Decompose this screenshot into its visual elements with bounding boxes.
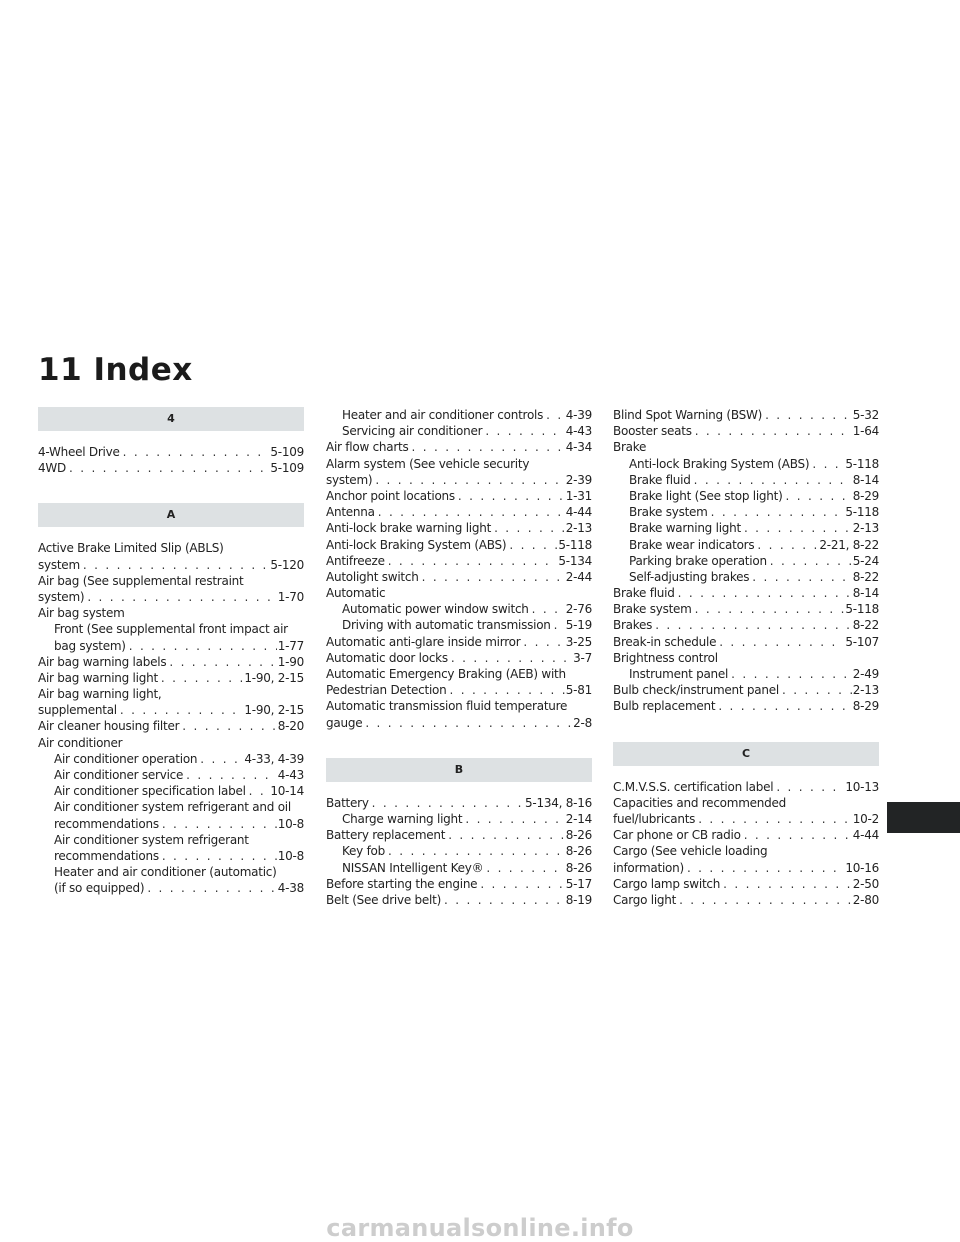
- index-entry: [613, 601, 879, 617]
- dot-leader: [678, 585, 852, 601]
- entry-text: Brake system: [613, 602, 692, 617]
- dot-leader: [123, 444, 270, 460]
- entry-text: Air conditioner service: [54, 768, 184, 782]
- page-reference: 1-90, 2-15: [244, 703, 304, 718]
- index-entry-text: [326, 698, 592, 714]
- page-reference: 2-13: [852, 521, 879, 536]
- entry-text: Front (See supplemental front impact air: [54, 622, 288, 637]
- page-reference: 4-34: [565, 440, 592, 455]
- index-entry: [326, 650, 592, 666]
- page-reference: 2-49: [852, 667, 879, 681]
- dot-leader: [687, 860, 844, 876]
- page-reference: 5-81: [565, 683, 592, 698]
- dot-leader: [249, 783, 270, 799]
- entry-text: Air conditioner: [38, 735, 123, 750]
- dot-leader: [161, 670, 243, 686]
- entry-text: 4WD: [38, 461, 66, 476]
- dot-leader: [812, 456, 844, 472]
- dot-leader: [523, 634, 564, 650]
- page-reference: 4-44: [852, 828, 879, 843]
- chapter-thumb-tab: [887, 802, 960, 833]
- index-entry: [326, 520, 592, 536]
- index-subentry: [613, 666, 879, 682]
- page-reference: 1-90, 2-15: [244, 670, 304, 685]
- entry-text: Air bag warning labels: [38, 654, 167, 669]
- page-reference: 8-26: [565, 860, 592, 875]
- dot-leader: [422, 569, 565, 585]
- index-entry: [38, 718, 304, 734]
- page-reference: 8-14: [852, 472, 879, 487]
- entry-text: Automatic: [326, 586, 386, 601]
- page-reference: 8-26: [565, 828, 592, 843]
- index-entry-text: [38, 799, 304, 815]
- entry-text: Battery: [326, 795, 369, 810]
- dot-leader: [129, 638, 277, 654]
- dot-leader: [776, 779, 844, 795]
- dot-leader: [162, 848, 277, 864]
- index-entry-text: [613, 795, 879, 811]
- page-reference: 2-13: [565, 521, 592, 536]
- dot-leader: [83, 557, 269, 573]
- entry-text: Antenna: [326, 505, 375, 520]
- index-column-2: [326, 407, 592, 908]
- dot-leader: [695, 601, 845, 617]
- entry-text: Air bag (See supplemental restraint: [38, 573, 244, 588]
- entry-text: bag system): [54, 638, 126, 653]
- page-reference: 2-50: [852, 876, 879, 891]
- dot-leader: [365, 715, 572, 731]
- dot-leader: [449, 682, 564, 698]
- section-header-b: B: [326, 758, 592, 782]
- entry-text: Air conditioner system refrigerant: [54, 832, 249, 847]
- index-entry-text: [613, 843, 879, 859]
- entry-text: Air conditioner system refrigerant and oil: [54, 800, 291, 815]
- page-reference: 4-38: [277, 881, 304, 896]
- dot-leader: [162, 816, 277, 832]
- entry-text: Anti-lock Braking System (ABS): [326, 537, 507, 552]
- entry-text: Charge warning light: [342, 811, 463, 826]
- page-reference: 5-118: [558, 537, 592, 552]
- page-reference: 5-109: [270, 461, 304, 476]
- index-entry: [326, 827, 592, 843]
- page-reference: 4-43: [277, 768, 304, 782]
- page-reference: 2-14: [565, 811, 592, 826]
- page-reference: 2-44: [565, 569, 592, 584]
- page-reference: 8-22: [852, 569, 879, 584]
- page-reference: 8-22: [852, 618, 879, 633]
- dot-leader: [486, 860, 564, 876]
- dot-leader: [786, 488, 852, 504]
- dot-leader: [169, 654, 276, 670]
- index-entry: [326, 488, 592, 504]
- dot-leader: [679, 892, 852, 908]
- page-reference: 10-16: [845, 860, 879, 875]
- index-entry: [38, 444, 304, 460]
- entry-text: Heater and air conditioner (automatic): [54, 865, 277, 880]
- index-subentry: [326, 423, 592, 439]
- dot-leader: [494, 520, 565, 536]
- entry-text: Air cleaner housing filter: [38, 719, 180, 734]
- entry-text: Capacities and recommended: [613, 795, 786, 810]
- entry-text: Automatic power window switch: [342, 602, 529, 617]
- index-entry-text: [326, 666, 592, 682]
- dot-leader: [182, 718, 276, 734]
- page-reference: 5-17: [565, 876, 592, 891]
- page-reference: 5-24: [852, 553, 879, 568]
- index-entry: [326, 795, 592, 811]
- page-reference: 5-107: [845, 634, 879, 649]
- entry-text: recommendations: [54, 848, 159, 863]
- dot-leader: [147, 880, 276, 896]
- page-reference: 5-134, 8-16: [525, 795, 592, 810]
- entry-text: Anti-lock Braking System (ABS): [629, 456, 810, 471]
- dot-leader: [69, 460, 269, 476]
- index-entry: [613, 779, 879, 795]
- entry-text: Instrument panel: [629, 667, 729, 681]
- index-subentry: [38, 880, 304, 896]
- index-entry: [613, 585, 879, 601]
- dot-leader: [554, 617, 565, 633]
- index-subentry: [38, 848, 304, 864]
- chapter-name: Index: [93, 352, 193, 388]
- entry-text: Antifreeze: [326, 553, 385, 568]
- index-entry: [326, 439, 592, 455]
- index-entry-text: [38, 735, 304, 751]
- index-entry: [38, 460, 304, 476]
- entry-text: Automatic anti-glare inside mirror: [326, 634, 521, 649]
- index-entry: [613, 617, 879, 633]
- entry-text: Air bag system: [38, 606, 125, 621]
- page-reference: 10-14: [270, 784, 304, 799]
- index-entry: [613, 698, 879, 714]
- entry-text: Self-adjusting brakes: [629, 569, 750, 584]
- entry-text: Booster seats: [613, 424, 692, 439]
- dot-leader: [186, 767, 277, 783]
- index-subentry: [613, 488, 879, 504]
- section-header-4: 4: [38, 407, 304, 431]
- dot-leader: [711, 504, 845, 520]
- dot-leader: [444, 892, 565, 908]
- page-reference: 1-31: [565, 488, 592, 503]
- watermark: carmanualsonline.info: [326, 1214, 634, 1242]
- entry-text: system): [326, 472, 373, 487]
- index-column-1: [38, 407, 304, 897]
- entry-text: Active Brake Limited Slip (ABLS): [38, 541, 224, 556]
- index-entry-text: [38, 605, 304, 621]
- index-entry: [326, 569, 592, 585]
- index-subentry: [38, 751, 304, 767]
- page-reference: 8-26: [565, 844, 592, 859]
- index-subentry: [326, 811, 592, 827]
- entry-text: Air bag warning light: [38, 670, 158, 685]
- entry-text: Servicing air conditioner: [342, 424, 483, 439]
- page-reference: 4-39: [565, 408, 592, 422]
- page-reference: 2-21, 8-22: [819, 537, 879, 552]
- index-entry: [326, 634, 592, 650]
- dot-leader: [388, 553, 558, 569]
- page-reference: 5-32: [852, 408, 879, 422]
- dot-leader: [782, 682, 852, 698]
- entry-text: Brake wear indicators: [629, 537, 755, 552]
- index-subentry: [613, 456, 879, 472]
- page-reference: 1-64: [852, 424, 879, 439]
- dot-leader: [120, 702, 244, 718]
- entry-text: Automatic transmission fluid temperature: [326, 699, 568, 714]
- index-entry: [326, 682, 592, 698]
- dot-leader: [509, 537, 557, 553]
- entry-text: Battery replacement: [326, 828, 446, 843]
- entry-text: Before starting the engine: [326, 876, 478, 891]
- dot-leader: [719, 634, 844, 650]
- entry-text: Key fob: [342, 844, 386, 859]
- index-subentry: [613, 520, 879, 536]
- page-reference: 2-39: [565, 472, 592, 487]
- index-entry-text: [38, 573, 304, 589]
- index-entry: [613, 827, 879, 843]
- entry-text: Air conditioner specification label: [54, 784, 246, 799]
- entry-text: (if so equipped): [54, 881, 145, 896]
- index-entry-text: [613, 439, 879, 455]
- dot-leader: [378, 504, 565, 520]
- page-reference: 1-90: [277, 654, 304, 669]
- dot-leader: [744, 520, 852, 536]
- index-subentry: [326, 407, 592, 423]
- index-entry: [326, 472, 592, 488]
- index-entry: [613, 811, 879, 827]
- index-subentry: [38, 783, 304, 799]
- entry-text: Bulb check/instrument panel: [613, 683, 779, 698]
- index-entry: [326, 504, 592, 520]
- index-subentry: [613, 569, 879, 585]
- page-reference: 5-134: [558, 553, 592, 568]
- dot-leader: [480, 876, 564, 892]
- page-reference: 2-13: [852, 683, 879, 698]
- entry-text: Blind Spot Warning (BSW): [613, 408, 763, 422]
- entry-text: NISSAN Intelligent Key®: [342, 860, 484, 875]
- dot-leader: [532, 601, 565, 617]
- index-subentry: [613, 537, 879, 553]
- entry-text: Driving with automatic transmission: [342, 618, 551, 633]
- index-entry: [38, 589, 304, 605]
- entry-text: supplemental: [38, 703, 117, 718]
- index-entry: [326, 715, 592, 731]
- dot-leader: [375, 472, 564, 488]
- entry-text: Pedestrian Detection: [326, 683, 447, 698]
- page-reference: 10-13: [845, 779, 879, 794]
- index-entry: [613, 682, 879, 698]
- dot-leader: [698, 811, 852, 827]
- index-subentry: [38, 767, 304, 783]
- page-reference: 8-29: [852, 699, 879, 714]
- dot-leader: [546, 407, 565, 423]
- entry-text: Autolight switch: [326, 569, 419, 584]
- entry-text: Automatic Emergency Braking (AEB) with: [326, 667, 566, 681]
- dot-leader: [695, 423, 852, 439]
- dot-leader: [87, 589, 276, 605]
- dot-leader: [388, 843, 565, 859]
- entry-text: gauge: [326, 715, 363, 730]
- entry-text: Brake fluid: [629, 472, 691, 487]
- entry-text: Brakes: [613, 618, 653, 633]
- page-reference: 2-8: [573, 715, 592, 730]
- index-entry: [613, 634, 879, 650]
- dot-leader: [372, 795, 524, 811]
- page-reference: 3-25: [565, 634, 592, 649]
- dot-leader: [765, 407, 852, 423]
- entry-text: Cargo light: [613, 892, 677, 907]
- dot-leader: [655, 617, 852, 633]
- page-reference: 8-19: [565, 892, 592, 907]
- index-entry: [613, 876, 879, 892]
- entry-text: recommendations: [54, 816, 159, 831]
- page-reference: 5-109: [270, 445, 304, 459]
- index-entry-text: [38, 864, 304, 880]
- index-subentry: [613, 553, 879, 569]
- index-entry: [613, 860, 879, 876]
- entry-text: Brake fluid: [613, 586, 675, 601]
- page-reference: 8-20: [277, 719, 304, 734]
- entry-text: system): [38, 589, 85, 604]
- chapter-title: [38, 352, 193, 388]
- entry-text: Brake light (See stop light): [629, 488, 783, 503]
- index-subentry: [613, 472, 879, 488]
- entry-text: 4-Wheel Drive: [38, 445, 120, 459]
- index-column-3: [613, 407, 879, 908]
- index-entry: [613, 407, 879, 423]
- index-entry-text: [613, 650, 879, 666]
- dot-leader: [485, 423, 564, 439]
- dot-leader: [718, 698, 851, 714]
- page-reference: 5-118: [845, 456, 879, 471]
- entry-text: Anti-lock brake warning light: [326, 521, 492, 536]
- index-entry-text: [326, 456, 592, 472]
- index-entry: [38, 654, 304, 670]
- entry-text: information): [613, 860, 684, 875]
- page-reference: 8-29: [852, 488, 879, 503]
- section-header-c: C: [613, 742, 879, 766]
- entry-text: Automatic door locks: [326, 650, 448, 665]
- entry-text: Brake system: [629, 505, 708, 520]
- page-reference: 2-80: [852, 892, 879, 907]
- entry-text: system: [38, 557, 80, 572]
- index-subentry: [38, 816, 304, 832]
- page-reference: 4-43: [565, 424, 592, 439]
- page-reference: 8-14: [852, 586, 879, 601]
- page-reference: 5-118: [845, 602, 879, 617]
- entry-text: Air flow charts: [326, 440, 409, 455]
- entry-text: Parking brake operation: [629, 553, 767, 568]
- entry-text: Air bag warning light,: [38, 687, 162, 702]
- entry-text: Break-in schedule: [613, 634, 717, 649]
- section-header-a: A: [38, 503, 304, 527]
- dot-leader: [448, 827, 565, 843]
- index-subentry: [326, 860, 592, 876]
- page-reference: 1-70: [277, 589, 304, 604]
- chapter-number: 11: [38, 352, 83, 388]
- index-subentry: [613, 504, 879, 520]
- page-reference: 3-7: [573, 650, 592, 665]
- index-entry-text: [38, 540, 304, 556]
- dot-leader: [412, 439, 565, 455]
- index-subentry: [326, 843, 592, 859]
- index-entry-text: [38, 621, 304, 637]
- entry-text: Anchor point locations: [326, 488, 455, 503]
- dot-leader: [731, 666, 852, 682]
- index-subentry: [38, 638, 304, 654]
- entry-text: Heater and air conditioner controls: [342, 408, 544, 422]
- dot-leader: [200, 751, 243, 767]
- index-subentry: [326, 601, 592, 617]
- entry-text: Cargo (See vehicle loading: [613, 844, 768, 859]
- entry-text: C.M.V.S.S. certification label: [613, 779, 774, 794]
- page-reference: 4-33, 4-39: [244, 751, 304, 766]
- entry-text: Bulb replacement: [613, 699, 716, 714]
- entry-text: Belt (See drive belt): [326, 892, 442, 907]
- entry-text: Car phone or CB radio: [613, 828, 741, 843]
- index-entry-text: [38, 686, 304, 702]
- entry-text: Brake warning light: [629, 521, 741, 536]
- index-entry: [326, 876, 592, 892]
- dot-leader: [723, 876, 852, 892]
- page-reference: 10-8: [277, 816, 304, 831]
- dot-leader: [465, 811, 564, 827]
- page-reference: 10-2: [852, 811, 879, 826]
- page-reference: 2-76: [565, 602, 592, 617]
- page-reference: 4-44: [565, 505, 592, 520]
- entry-text: Alarm system (See vehicle security: [326, 456, 530, 471]
- entry-text: Brightness control: [613, 650, 718, 665]
- dot-leader: [770, 553, 852, 569]
- index-subentry: [326, 617, 592, 633]
- page-reference: 5-19: [565, 618, 592, 633]
- page-reference: 5-118: [845, 505, 879, 520]
- dot-leader: [744, 827, 852, 843]
- dot-leader: [757, 537, 818, 553]
- page-reference: 10-8: [277, 848, 304, 863]
- entry-text: Brake: [613, 440, 647, 455]
- dot-leader: [752, 569, 851, 585]
- page-reference: 1-77: [277, 638, 304, 653]
- dot-leader: [694, 472, 852, 488]
- dot-leader: [451, 650, 572, 666]
- index-entry: [613, 423, 879, 439]
- index-entry-text: [326, 585, 592, 601]
- index-entry: [38, 702, 304, 718]
- dot-leader: [458, 488, 565, 504]
- index-entry-text: [38, 832, 304, 848]
- page-reference: 5-120: [270, 557, 304, 572]
- entry-text: fuel/lubricants: [613, 811, 696, 826]
- index-entry: [326, 892, 592, 908]
- index-entry: [326, 537, 592, 553]
- index-entry: [38, 670, 304, 686]
- index-entry: [613, 892, 879, 908]
- index-entry: [326, 553, 592, 569]
- index-entry: [38, 557, 304, 573]
- entry-text: Cargo lamp switch: [613, 876, 721, 891]
- entry-text: Air conditioner operation: [54, 751, 198, 766]
